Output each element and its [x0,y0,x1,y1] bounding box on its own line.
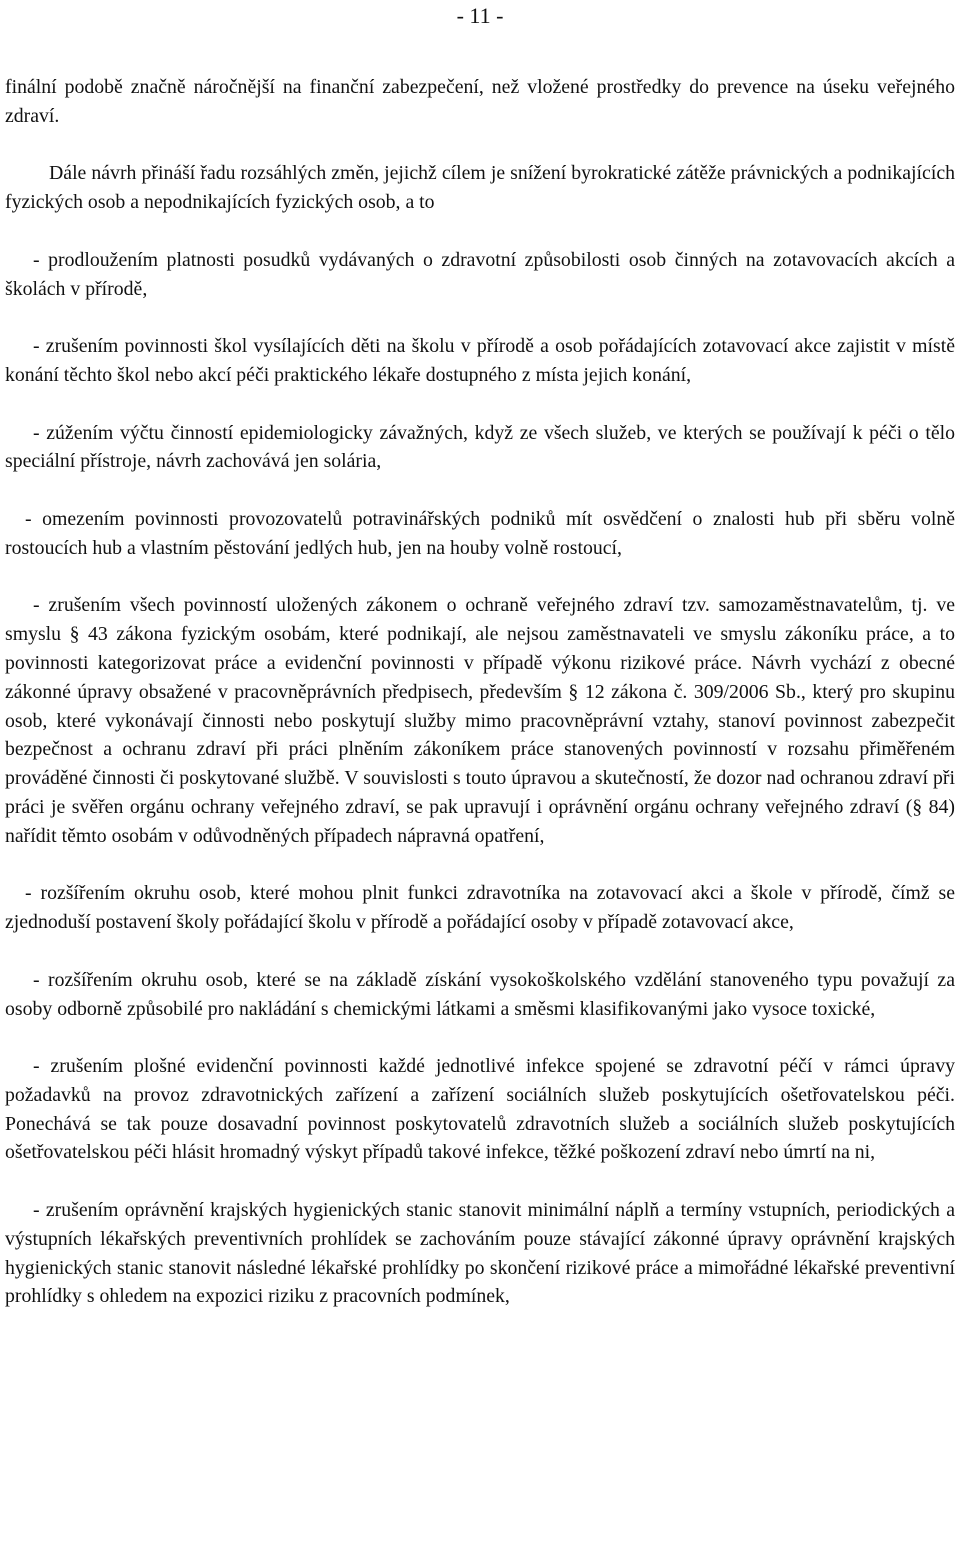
document-body [5,73,955,1311]
list-item-odborne-zpusobile: - rozšířením okruhu osob, které se na základě získání vysokoškolského vzdělání stanoveného typu považují za osoby odborně způsobilé pro nakládání s chemickými látkami a směsmi klasifikovanými jako vysoce toxické, [5,968,955,1020]
paragraph-intro: Dále návrh přináší řadu rozsáhlých změn, jejichž cílem je snížení byrokratické zátěže právnických a podnikajících fyzických osob a nepodnikajících fyzických osob, a to [5,162,955,214]
page-number: - 11 - [456,3,504,28]
list-item-samozamestnavatele: - zrušením všech povinností uložených zákonem o ochraně veřejného zdraví tzv. samozaměstnavatelům, tj. ve smyslu § 43 zákona fyzickým osobám, které podnikají, ale nejsou zaměstnavateli ve smyslu zákoníku práce, a to povinnosti kategorizovat práce a evidenční povinnosti v případě výkonu rizikové práce. Návrh vychází z obecné zákonné úpravy obsažené v pracovněprávních předpisech, především § 12 zákona č. 309/2006 Sb., který pro skupinu osob, které vykonávají činnosti nebo poskytují služby mimo pracovněprávní vztahy, stanoví povinnost zabezpečit bezpečnost a ochranu zdraví při práci plněním zákoníkem práce stanovených povinností v rozsahu přiměřeném prováděné činnosti či poskytované službě. V souvislosti s touto úpravou a skutečností, že dozor nad ochranou zdraví při práci je svěřen orgánu ochrany veřejného zdraví, se pak upravují i oprávnění orgánu ochrany veřejného zdraví (§ 84) nařídit těmto osobám v odůvodněných případech nápravná opatření, [5,594,955,847]
list-item-zdravotnik: - rozšířením okruhu osob, které mohou plnit funkci zdravotníka na zotavovací akci a škole v přírodě, čímž se zjednoduší postavení školy pořádající školu v přírodě a pořádající osoby v případě zotavovací akce, [5,882,955,934]
list-item-prodlouzeni: - prodloužením platnosti posudků vydávaných o zdravotní způsobilosti osob činných na zotavovacích akcích a školách v přírodě, [5,248,955,300]
list-item-zuzeni: - zúžením výčtu činností epidemiologicky závažných, když ze všech služeb, ve kterých se používají k péči o tělo speciální přístroje, návrh zachovává jen solária, [5,421,955,473]
list-item-infekce: - zrušením plošné evidenční povinnosti každé jednotlivé infekce spojené se zdravotní péčí v rámci úpravy požadavků na provoz zdravotnických zařízení a zařízení sociálních služeb poskytujících ošetřovatelskou péči. Ponechává se tak pouze dosavadní povinnost poskytovatelů zdravotních služeb a sociálních služeb poskytujících ošetřovatelskou péči hlásit hromadný výskyt případů takové infekce, těžké poškození zdraví nebo úmrtí na ni, [5,1055,955,1164]
list-item-omezeni-hub: - omezením povinnosti provozovatelů potravinářských podniků mít osvědčení o znalosti hub při sběru volně rostoucích hub a vlastním pěstování jedlých hub, jen na houby volně rostoucí, [5,507,955,559]
paragraph-continuation: finální podobě značně náročnější na finanční zabezpečení, než vložené prostředky do prevence na úseku veřejného zdraví. [5,76,955,127]
list-item-zruseni-skol: - zrušením povinnosti škol vysílajících děti na školu v přírodě a osob pořádajících zotavovací akce zajistit v místě konání těchto škol nebo akcí péči praktického lékaře dostupného z místa jejich konání, [5,335,955,386]
list-item-prohlidky: - zrušením oprávnění krajských hygienických stanic stanovit minimální náplň a termíny vstupních, periodických a výstupních lékařských preventivních prohlídek se zachováním pouze stávající zákonné úpravy oprávnění krajských hygienických stanic stanovit následné lékařské prohlídky po skončení rizikové práce a mimořádné lékařské preventivní prohlídky s ohledem na expozici riziku z pracovních podmínek, [5,1199,955,1308]
